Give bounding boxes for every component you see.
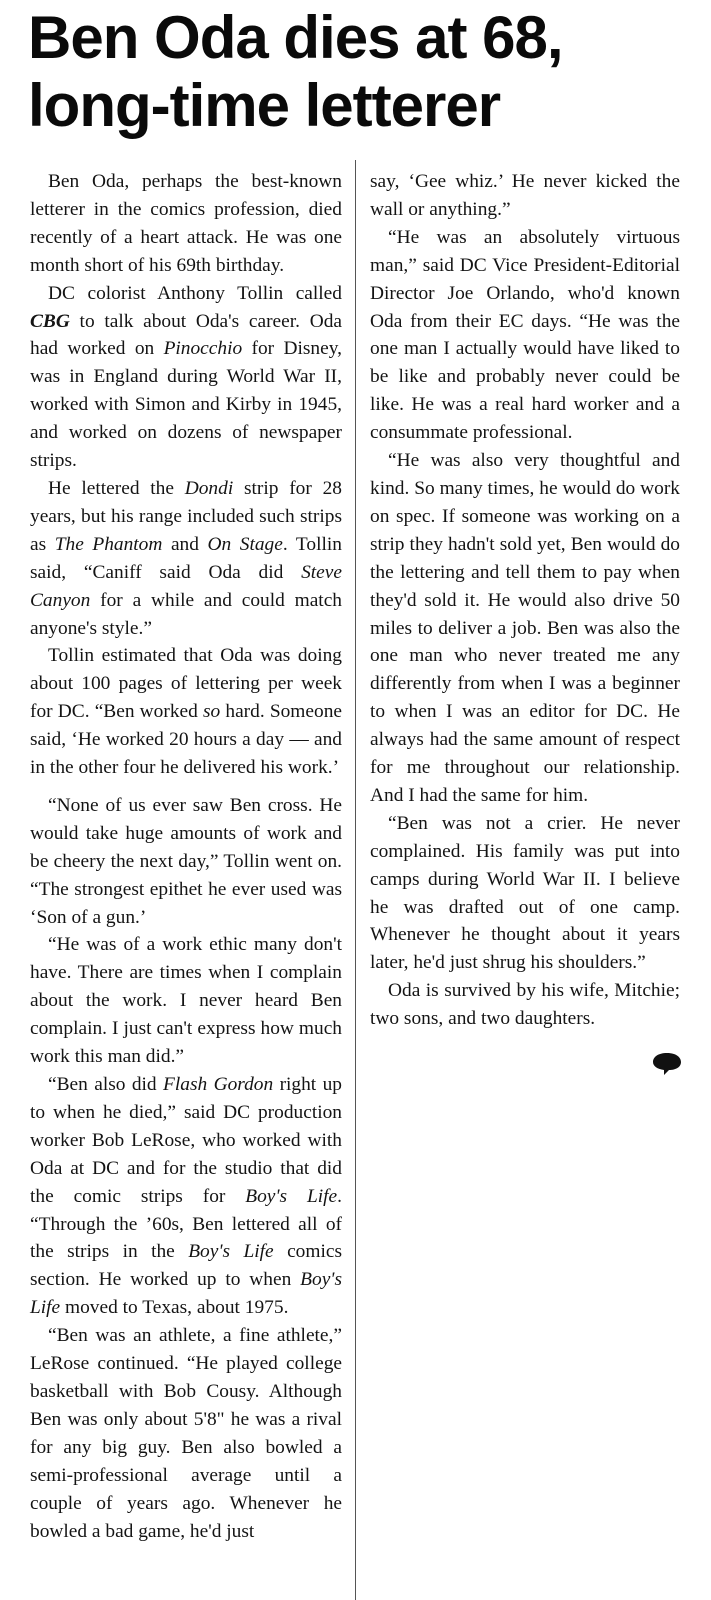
paragraph: “Ben was an athlete, a fine athlete,” LeRose continued. “He played college basketball with Bob Cousy. Although Ben was only about 5'8" he was a rival for any big guy. Ben also bowled a semi-professional average until a couple of years ago. Whenever he bowled a bad game, he'd just bbox=[30, 1325, 342, 1542]
text-run: Pinocchio bbox=[163, 338, 243, 360]
paragraph: “He was also very thoughtful and kind. So many times, he would do work on spec. If someone was working on a strip they hadn't sold yet, Ben would do the lettering and tell them to pay when they'd sold it. He would also drive 50 miles to deliver a job. Ben was also the one man who never treated me any differently from when I was a beginner to when I was an editor for DC. He always had the same amount of respect for me throughout our relationship. And I had the same for him. bbox=[370, 450, 680, 806]
text-run: and bbox=[162, 533, 208, 555]
headline-line-2: long-time letterer bbox=[28, 72, 501, 139]
text-run: Flash Gordon bbox=[163, 1074, 274, 1095]
text-run: right up to when he died,” said DC production worker Bob LeRose, who worked with Oda at DC and for the studio that did the comic strips for bbox=[30, 1074, 342, 1207]
paragraph: “He was an absolutely virtuous man,” said DC Vice President-Editorial Director Joe Orlando, who'd known Oda from their EC days. “He was the one man I actually would have liked to be like and probably never could be like. He was a real hard worker and a consummate professional. bbox=[370, 226, 680, 444]
text-run: . “Through the ’60s, Ben lettered all of the strips in the bbox=[30, 1185, 342, 1263]
text-run: The Phantom bbox=[54, 533, 163, 555]
text-run: . Tollin said, “Caniff said Oda did bbox=[30, 533, 342, 583]
paragraph: say, ‘Gee whiz.’ He never kicked the wall or anything.” bbox=[370, 171, 680, 220]
text-run: Steve Canyon bbox=[30, 561, 342, 611]
text-run: Boy's Life bbox=[188, 1241, 274, 1263]
headline-line-1: Ben Oda dies at 68, bbox=[28, 4, 563, 71]
right-column bbox=[370, 168, 680, 1033]
paragraph: “None of us ever saw Ben cross. He would take huge amounts of work and be cheery the next day,” Tollin went on. “The strongest epithet he ever used was ‘Son of a gun.’ bbox=[30, 794, 342, 928]
text-run: Tollin estimated that Oda was doing about 100 pages of lettering per week for DC. “Ben worked bbox=[30, 645, 342, 723]
column-divider bbox=[355, 160, 356, 1600]
text-run: “Ben also did bbox=[48, 1074, 164, 1095]
paragraph bbox=[30, 642, 342, 782]
speech-balloon-end-mark-icon bbox=[652, 1052, 682, 1076]
left-column bbox=[30, 168, 342, 1545]
text-run: to talk about Oda's career. Oda had worked on bbox=[30, 310, 342, 360]
text-run: for a while and could match anyone's style.” bbox=[30, 589, 342, 639]
text-run: strip for 28 years, but his range included such strips as bbox=[30, 477, 342, 555]
paragraph bbox=[30, 1071, 342, 1322]
text-run: hard. Someone said, ‘He worked 20 hours a day — and in the other four he delivered his work.’ bbox=[30, 701, 342, 779]
paragraph: Oda is survived by his wife, Mitchie; two sons, and two daughters. bbox=[370, 980, 680, 1030]
text-run: comics section. He worked up to when bbox=[30, 1241, 342, 1291]
text-run: CBG bbox=[30, 310, 70, 332]
text-run: Boy's Life bbox=[30, 1269, 342, 1319]
text-run: so bbox=[202, 701, 221, 723]
headline bbox=[28, 4, 698, 140]
text-run: Dondi bbox=[184, 477, 234, 499]
paragraph: “Ben was not a crier. He never complained. His family was put into camps during World War II. I believe he was drafted out of one camp. Whenever he thought about it years later, he'd just shrug his shoulders.” bbox=[370, 812, 680, 974]
text-run: DC colorist Anthony Tollin called bbox=[48, 282, 342, 304]
paragraph bbox=[30, 280, 342, 475]
paragraph: “He was of a work ethic many don't have. There are times when I complain about the work. I never heard Ben complain. I just can't express how much work this man did.” bbox=[30, 934, 342, 1068]
paragraph bbox=[30, 475, 342, 642]
paragraph: Ben Oda, perhaps the best-known letterer in the comics profession, died recently of a heart attack. He was one month short of his 69th birthday. bbox=[30, 171, 342, 276]
text-run: Boy's Life bbox=[245, 1185, 338, 1207]
text-run: for Disney, was in England during World War II, worked with Simon and Kirby in 1945, and worked on dozens of newspaper strips. bbox=[30, 338, 342, 472]
text-run: moved to Texas, about 1975. bbox=[60, 1297, 289, 1319]
text-run: He lettered the bbox=[48, 477, 185, 499]
text-run: On Stage bbox=[207, 533, 283, 555]
